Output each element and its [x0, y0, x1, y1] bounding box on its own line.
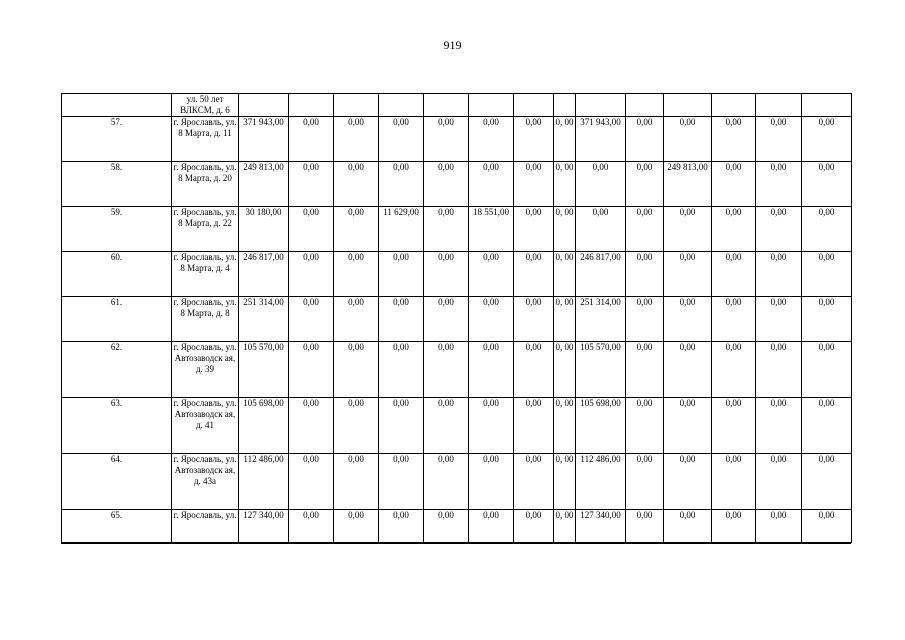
- amount-cell: 0,00: [514, 297, 554, 342]
- table-row: [62, 342, 852, 398]
- amount-cell: 0,00: [289, 454, 334, 510]
- amount-cell: 0,00: [514, 252, 554, 297]
- amount-cell: 112 486,00: [576, 454, 626, 510]
- amount-cell: [334, 94, 379, 117]
- amount-cell: 0,00: [469, 162, 514, 207]
- amount-cell: 0,00: [514, 510, 554, 543]
- amount-cell: 0,00: [802, 510, 852, 543]
- amount-cell: 0,00: [469, 510, 514, 543]
- amount-cell: 0,00: [289, 510, 334, 543]
- amount-cell: 0,00: [289, 398, 334, 454]
- amount-cell: 0,00: [712, 162, 756, 207]
- amount-cell: 0,00: [424, 297, 469, 342]
- amount-cell: 0,00: [626, 398, 664, 454]
- amount-cell: [379, 94, 424, 117]
- amount-cell: 251 314,00: [576, 297, 626, 342]
- amount-cell: 246 817,00: [239, 252, 289, 297]
- amount-cell: 0,00: [664, 398, 712, 454]
- amount-cell: 0,00: [469, 398, 514, 454]
- amount-cell: 371 943,00: [239, 117, 289, 162]
- amount-cell: 0,00: [469, 454, 514, 510]
- amount-cell: 0,00: [379, 454, 424, 510]
- row-number-cell: 59.: [62, 207, 172, 252]
- table-bottom-border: [61, 543, 851, 544]
- amount-cell: 0,00: [626, 454, 664, 510]
- amount-cell: 0,00: [469, 117, 514, 162]
- amount-cell: [289, 94, 334, 117]
- amount-cell: 0,00: [576, 207, 626, 252]
- amount-cell: 371 943,00: [576, 117, 626, 162]
- amount-cell: [664, 94, 712, 117]
- amount-cell: 0,00: [289, 162, 334, 207]
- row-number-cell: 61.: [62, 297, 172, 342]
- amount-cell: 0,00: [289, 207, 334, 252]
- address-cell: г. Ярославль, ул.: [172, 510, 239, 543]
- amount-cell: [576, 94, 626, 117]
- amount-cell: 0,00: [756, 162, 802, 207]
- amount-cell: 105 570,00: [239, 342, 289, 398]
- amount-cell: 0,00: [626, 510, 664, 543]
- amount-cell: 0,00: [334, 117, 379, 162]
- amount-cell: 0,00: [756, 342, 802, 398]
- amount-cell: 105 698,00: [576, 398, 626, 454]
- amount-cell: 0, 00: [554, 342, 576, 398]
- amount-cell: 0,00: [756, 398, 802, 454]
- amount-cell: 127 340,00: [576, 510, 626, 543]
- table-row: [62, 162, 852, 207]
- amount-cell: 0,00: [379, 162, 424, 207]
- address-cell: г. Ярославль, ул. Автозаводск ая, д. 39: [172, 342, 239, 398]
- amount-cell: 251 314,00: [239, 297, 289, 342]
- amount-cell: 0,00: [424, 342, 469, 398]
- amount-cell: 0,00: [334, 162, 379, 207]
- amount-cell: 0,00: [626, 297, 664, 342]
- data-table: [61, 93, 852, 543]
- amount-cell: 0,00: [469, 252, 514, 297]
- amount-cell: 0,00: [379, 297, 424, 342]
- amount-cell: 0,00: [289, 297, 334, 342]
- amount-cell: 0,00: [802, 162, 852, 207]
- amount-cell: 0,00: [802, 297, 852, 342]
- amount-cell: 0,00: [424, 162, 469, 207]
- amount-cell: 0,00: [424, 207, 469, 252]
- amount-cell: 0,00: [756, 297, 802, 342]
- address-cell: г. Ярославль, ул. 8 Марта, д. 20: [172, 162, 239, 207]
- row-number-cell: 58.: [62, 162, 172, 207]
- amount-cell: 0,00: [802, 117, 852, 162]
- row-number-cell: 65.: [62, 510, 172, 543]
- amount-cell: 0,00: [334, 252, 379, 297]
- amount-cell: 0, 00: [554, 117, 576, 162]
- amount-cell: 0,00: [424, 454, 469, 510]
- amount-cell: 249 813,00: [664, 162, 712, 207]
- amount-cell: 0, 00: [554, 207, 576, 252]
- amount-cell: 0,00: [289, 342, 334, 398]
- amount-cell: 11 629,00: [379, 207, 424, 252]
- amount-cell: 0,00: [626, 252, 664, 297]
- amount-cell: 0,00: [334, 342, 379, 398]
- amount-cell: 0,00: [514, 342, 554, 398]
- amount-cell: 0,00: [664, 297, 712, 342]
- amount-cell: 0,00: [664, 454, 712, 510]
- amount-cell: 0,00: [469, 342, 514, 398]
- row-number-cell: 57.: [62, 117, 172, 162]
- table-row: [62, 207, 852, 252]
- amount-cell: 0,00: [379, 117, 424, 162]
- amount-cell: [424, 94, 469, 117]
- amount-cell: 0,00: [379, 342, 424, 398]
- amount-cell: 0,00: [379, 510, 424, 543]
- amount-cell: 0,00: [712, 252, 756, 297]
- amount-cell: 0, 00: [554, 297, 576, 342]
- amount-cell: 105 570,00: [576, 342, 626, 398]
- amount-cell: 0,00: [712, 297, 756, 342]
- amount-cell: 249 813,00: [239, 162, 289, 207]
- amount-cell: 105 698,00: [239, 398, 289, 454]
- amount-cell: 0,00: [514, 398, 554, 454]
- row-number-cell: [62, 94, 172, 117]
- row-number-cell: 62.: [62, 342, 172, 398]
- address-cell: г. Ярославль, ул. 8 Марта, д. 22: [172, 207, 239, 252]
- amount-cell: 0,00: [712, 510, 756, 543]
- amount-cell: 0, 00: [554, 162, 576, 207]
- amount-cell: 0,00: [712, 342, 756, 398]
- amount-cell: 0,00: [626, 207, 664, 252]
- amount-cell: [626, 94, 664, 117]
- amount-cell: 0,00: [379, 398, 424, 454]
- amount-cell: 0,00: [334, 398, 379, 454]
- table-row: [62, 454, 852, 510]
- amount-cell: 0,00: [626, 162, 664, 207]
- amount-cell: 0,00: [576, 162, 626, 207]
- amount-cell: [756, 94, 802, 117]
- table-row: [62, 117, 852, 162]
- amount-cell: 0,00: [756, 207, 802, 252]
- amount-cell: 0, 00: [554, 398, 576, 454]
- amount-cell: 0,00: [379, 252, 424, 297]
- amount-cell: 0, 00: [554, 510, 576, 543]
- amount-cell: 0,00: [756, 454, 802, 510]
- amount-cell: 112 486,00: [239, 454, 289, 510]
- amount-cell: [239, 94, 289, 117]
- amount-cell: 0,00: [802, 252, 852, 297]
- amount-cell: [802, 94, 852, 117]
- amount-cell: 0,00: [424, 252, 469, 297]
- amount-cell: 0,00: [289, 117, 334, 162]
- amount-cell: 18 551,00: [469, 207, 514, 252]
- amount-cell: 30 180,00: [239, 207, 289, 252]
- amount-cell: 0,00: [626, 342, 664, 398]
- amount-cell: 0,00: [802, 342, 852, 398]
- amount-cell: 246 817,00: [576, 252, 626, 297]
- amount-cell: 0,00: [469, 297, 514, 342]
- amount-cell: 0,00: [334, 297, 379, 342]
- table-row: [62, 252, 852, 297]
- address-cell: г. Ярославль, ул. Автозаводск ая, д. 41: [172, 398, 239, 454]
- amount-cell: 0,00: [664, 207, 712, 252]
- amount-cell: 0,00: [756, 510, 802, 543]
- row-number-cell: 63.: [62, 398, 172, 454]
- row-number-cell: 64.: [62, 454, 172, 510]
- amount-cell: [469, 94, 514, 117]
- amount-cell: 0,00: [514, 117, 554, 162]
- amount-cell: 0,00: [424, 510, 469, 543]
- amount-cell: 0,00: [664, 342, 712, 398]
- amount-cell: [712, 94, 756, 117]
- amount-cell: 0,00: [334, 207, 379, 252]
- amount-cell: 0,00: [289, 252, 334, 297]
- amount-cell: 0, 00: [554, 252, 576, 297]
- amount-cell: 0, 00: [554, 454, 576, 510]
- amount-cell: 0,00: [626, 117, 664, 162]
- amount-cell: 0,00: [514, 162, 554, 207]
- address-cell: г. Ярославль, ул. 8 Марта, д. 8: [172, 297, 239, 342]
- amount-cell: 0,00: [664, 510, 712, 543]
- amount-cell: 0,00: [514, 207, 554, 252]
- amount-cell: 0,00: [802, 454, 852, 510]
- address-cell: г. Ярославль, ул. Автозаводск ая, д. 43а: [172, 454, 239, 510]
- amount-cell: 0,00: [424, 117, 469, 162]
- table-row: [62, 510, 852, 543]
- amount-cell: 0,00: [712, 207, 756, 252]
- amount-cell: 0,00: [664, 117, 712, 162]
- table-row: [62, 297, 852, 342]
- table-row: [62, 398, 852, 454]
- address-cell: ул. 50 лет ВЛКСМ, д. 6: [172, 94, 239, 117]
- amount-cell: 0,00: [424, 398, 469, 454]
- table-row: [62, 94, 852, 117]
- address-cell: г. Ярославль, ул. 8 Марта, д. 11: [172, 117, 239, 162]
- amount-cell: 0,00: [756, 252, 802, 297]
- address-cell: г. Ярославль, ул. 8 Марта, д. 4: [172, 252, 239, 297]
- amount-cell: 0,00: [802, 207, 852, 252]
- amount-cell: 0,00: [334, 510, 379, 543]
- amount-cell: 0,00: [664, 252, 712, 297]
- amount-cell: 0,00: [334, 454, 379, 510]
- amount-cell: 0,00: [712, 398, 756, 454]
- amount-cell: [554, 94, 576, 117]
- row-number-cell: 60.: [62, 252, 172, 297]
- amount-cell: 127 340,00: [239, 510, 289, 543]
- page-number: 919: [443, 38, 462, 52]
- amount-cell: 0,00: [514, 454, 554, 510]
- amount-cell: 0,00: [802, 398, 852, 454]
- amount-cell: 0,00: [756, 117, 802, 162]
- amount-cell: 0,00: [712, 117, 756, 162]
- amount-cell: [514, 94, 554, 117]
- amount-cell: 0,00: [712, 454, 756, 510]
